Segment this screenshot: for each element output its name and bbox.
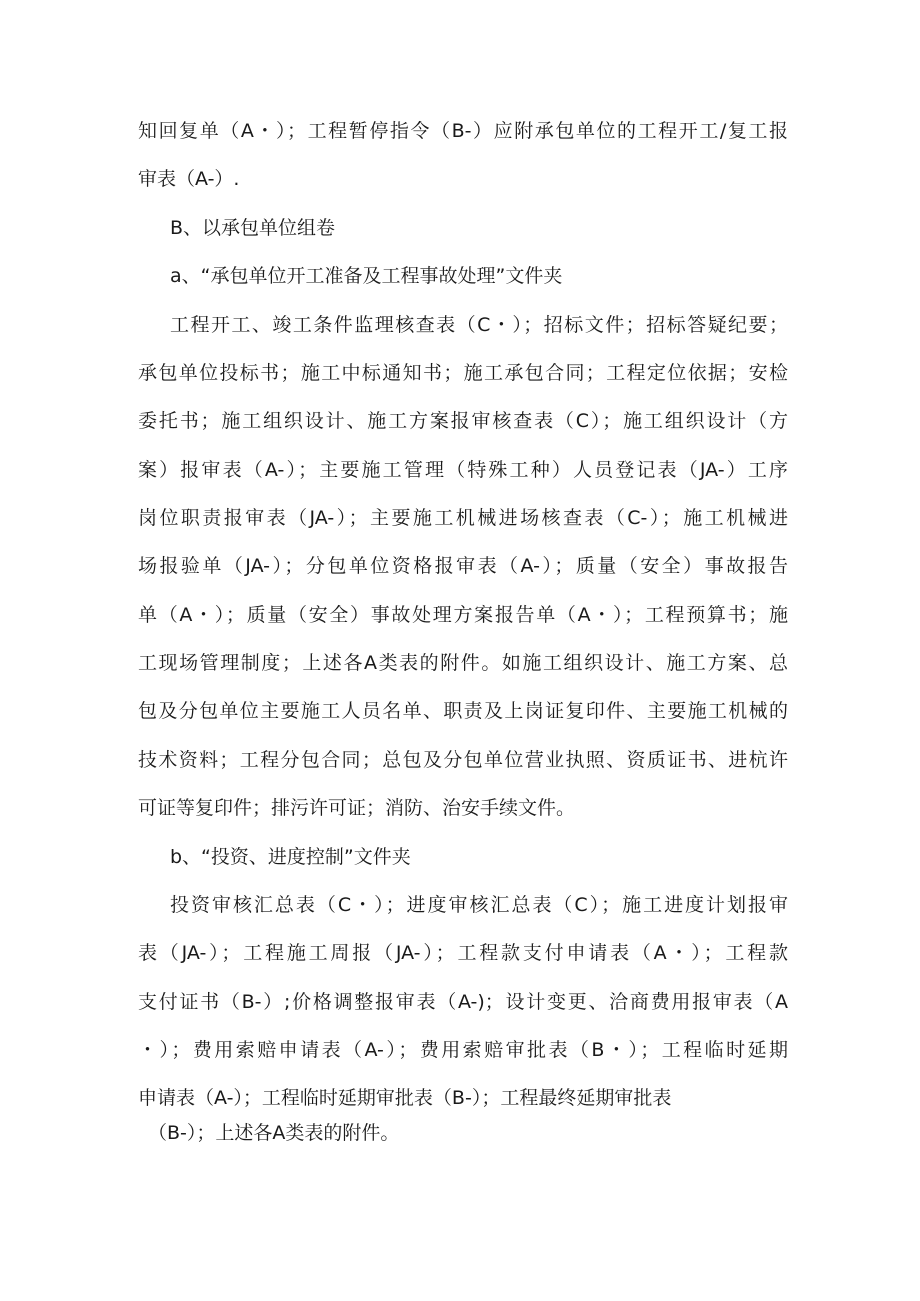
text-line: 岗位职责报审表（JA-）；主要施工机械进场核查表（C-）；施工机械进: [138, 507, 788, 529]
subsection-heading: b、“投资、进度控制”文件夹: [170, 846, 411, 868]
section-heading: B、以承包单位组卷: [170, 217, 336, 239]
text-line: 工现场管理制度；上述各A类表的附件。如施工组织设计、施工方案、总: [138, 652, 788, 674]
text-line: 委托书；施工组织设计、施工方案报审核查表（C）；施工组织设计（方: [138, 410, 788, 432]
text-line: 工程开工、竣工条件监理核查表（C・）；招标文件；招标答疑纪要；: [170, 314, 788, 336]
text-line: 可证等复印件；排污许可证；消防、治安手续文件。: [138, 797, 576, 819]
text-line: ・）；费用索赔申请表（A-）；费用索赔审批表（B・）；工程临时延期: [138, 1039, 788, 1061]
text-line: 案）报审表（A-）；主要施工管理（特殊工种）人员登记表（JA-）工序: [138, 459, 788, 481]
text-line: 投资审核汇总表（C・）；进度审核汇总表（C）；施工进度计划报审: [170, 894, 788, 916]
text-line: 知回复单（A・）；工程暂停指令（B-）应附承包单位的工程开工/复工报: [138, 120, 788, 142]
text-line: 单（A・）；质量（安全）事故处理方案报告单（A・）；工程预算书；施: [138, 604, 788, 626]
text-line: 技术资料；工程分包合同；总包及分包单位营业执照、资质证书、进杭许: [138, 749, 788, 771]
text-line: 申请表（A-）；工程临时延期审批表（B-）；工程最终延期审批表: [138, 1087, 672, 1109]
text-line: 包及分包单位主要施工人员名单、职责及上岗证复印件、主要施工机械的: [138, 700, 788, 722]
text-line: 支付证书（B-）;价格调整报审表（A-)；设计变更、洽商费用报审表（A: [138, 991, 788, 1013]
text-line: 表（JA-）；工程施工周报（JA-）；工程款支付申请表（A・）；工程款: [138, 942, 788, 964]
text-line: （B-）；上述各A类表的附件。: [148, 1122, 400, 1144]
text-line: 审表（A-）.: [138, 168, 240, 190]
text-line: 场报验单（JA-）；分包单位资格报审表（A-）；质量（安全）事故报告: [138, 555, 788, 577]
text-line: 承包单位投标书；施工中标通知书；施工承包合同；工程定位依据；安检: [138, 362, 788, 384]
subsection-heading: a、“承包单位开工准备及工程事故处理”文件夹: [170, 265, 563, 287]
